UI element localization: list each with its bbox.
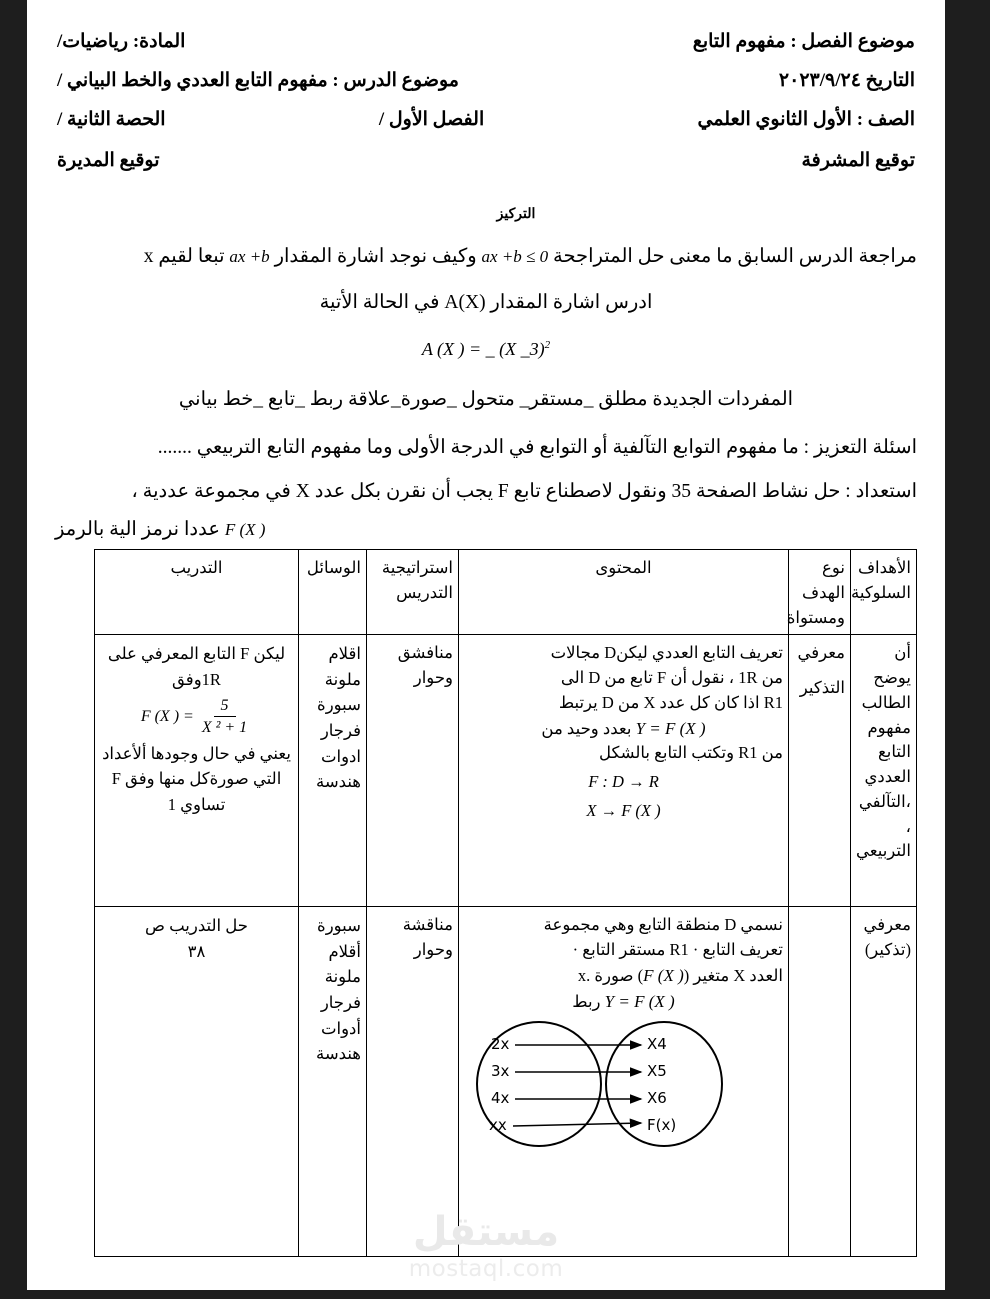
table-row — [95, 907, 917, 1257]
content-row2-line-3 — [464, 963, 783, 989]
svg-text:xx: xx — [488, 1116, 507, 1135]
training-line-2: 1Rوفق — [172, 669, 221, 689]
cell-means-row1 — [299, 635, 367, 907]
svg-text:X4: X4 — [646, 1035, 667, 1054]
header-row-grade — [57, 108, 915, 131]
header-training: التدريب — [95, 550, 299, 635]
content-row2-line-2: تعريف التابع · R1 مستقر التابع · — [572, 940, 783, 959]
cell-goals-row1: أن يوضح الطالب مفهوم التابع العددي ،التآلفي ، التربيعي — [851, 635, 917, 907]
svg-text:4x: 4x — [490, 1089, 509, 1108]
cell-goal-type-row1 — [789, 635, 851, 907]
training-row2-line-2: ٣٨ — [187, 941, 206, 961]
lesson-plan-table — [94, 549, 917, 1257]
lesson-body — [27, 238, 945, 549]
content-line-2: من 1R ، نقول أن F تابع من D الى — [560, 668, 783, 687]
svg-text:X5: X5 — [646, 1062, 667, 1081]
svg-text:2x: 2x — [490, 1035, 509, 1054]
training-line-1: ليكن F التابع المعرفي على — [107, 644, 286, 664]
grade-label: الصف : الأول الثانوي العلمي — [697, 109, 915, 130]
review-text-c: تبعا لقيم x — [143, 246, 225, 267]
header-row-subject — [57, 30, 915, 53]
study-sign-paragraph: ادرس اشارة المقدار (A(X في الحالة الأتية — [319, 292, 653, 314]
term-label: الفصل الأول / — [378, 109, 485, 130]
formula-a-of-x-text: A (X ) = _ (X _3) — [421, 339, 545, 360]
content-line-3: R1 اذا كان كل عدد X من D يرتبط — [558, 692, 783, 712]
supervisor-signature-label: توقيع المشرفة — [801, 150, 915, 171]
formula-a-of-x — [55, 332, 917, 367]
preparation-text: عددا نرمز الية بالرمز — [55, 519, 220, 541]
content-row2-line-3-a: العدد X متغير ( — [683, 965, 783, 985]
fraction-numerator: 5 — [214, 697, 236, 717]
header-means: الوسائل — [299, 550, 367, 635]
review-math-1: ax +b ≤ 0 — [481, 247, 549, 266]
content-row2-line-3-math: F (X ) — [643, 965, 684, 985]
document-header — [27, 0, 945, 176]
header-goal-type: نوع الهدف ومستواة — [789, 550, 851, 635]
goal-type-line-2: التذكير — [799, 678, 845, 697]
watermark-arabic: مستقل — [412, 1209, 560, 1255]
training-fraction-lhs: F (X ) = — [140, 707, 194, 725]
table-row — [95, 635, 917, 907]
lesson-date: التاريخ ٢٠٢٣/٩/٢٤ — [778, 70, 915, 91]
fraction-denominator: X ² + 1 — [201, 718, 248, 736]
principal-signature-label: توقيع المديرة — [57, 150, 160, 171]
training-fraction-formula — [100, 697, 293, 736]
chapter-topic: موضوع الفصل : مفهوم التابع — [692, 31, 915, 52]
content-row2-line-4-text: ربط — [572, 991, 601, 1011]
content-row2-line-3-b: ) صورة .x — [577, 965, 644, 985]
means-text-row2: سبورة أقلام ملونة فرجار أدوات هندسة — [315, 916, 361, 1064]
preparation-math: F (X ) — [224, 520, 266, 540]
header-row-lesson — [57, 69, 915, 92]
header-content: المحتوى — [459, 550, 789, 635]
content-formula-element-map: X → F (X ) — [586, 800, 661, 820]
cell-training-row2 — [95, 907, 299, 1257]
cell-content-row2 — [459, 907, 789, 1257]
table-header-row — [95, 550, 917, 635]
training-fraction — [197, 697, 252, 736]
cell-training-row1 — [95, 635, 299, 907]
means-text-row1: اقلام ملونة سبورة فرجار ادوات هندسة — [315, 644, 361, 792]
preparation-line-1: استعداد : حل نشاط الصفحة 35 ونقول لاصطناع تابع F يجب أن نقرن بكل عدد X في مجموعة عددية ، — [131, 481, 917, 503]
review-text-b: وكيف نوجد اشارة المقدار — [274, 246, 477, 267]
lesson-topic: موضوع الدرس : مفهوم التابع العددي والخط البياني / — [57, 70, 459, 91]
review-paragraph — [55, 238, 917, 276]
content-line-5: من R1 وتكتب التابع بالشكل — [599, 743, 783, 763]
cell-strategy-row1: منافشق وحوار — [367, 635, 459, 907]
cell-goals-row2: معرفي (تذكير) — [851, 907, 917, 1257]
cell-goal-type-row2 — [789, 907, 851, 1257]
content-formula-domain-range: F : D → R — [588, 772, 659, 791]
svg-text:F(x): F(x) — [646, 1116, 676, 1135]
header-goals: الأهداف السلوكية — [851, 550, 917, 635]
focus-heading — [27, 206, 945, 223]
mapping-diagram — [469, 1018, 779, 1153]
content-line-1: تعريف التابع العددي ليكنD مجالات — [550, 643, 783, 663]
svg-text:3x: 3x — [490, 1062, 509, 1081]
reinforcement-questions: اسئلة التعزيز : ما مفهوم التوابع التآلفية أو التوابع في الدرجة الأولى وما مفهوم التابع التربيعي ....... — [157, 437, 917, 459]
watermark-latin: mostaql.com — [408, 1256, 564, 1282]
review-text-a: مراجعة الدرس السابق ما معنى حل المتراجحة — [553, 246, 917, 267]
review-math-2: ax +b — [229, 247, 270, 266]
cell-means-row2 — [299, 907, 367, 1257]
content-line-4-text: بعدد وحيد من — [541, 718, 632, 738]
content-row2-line-4 — [464, 989, 783, 1015]
subject-label: المادة: رياضيات/ — [57, 31, 186, 52]
goal-type-line-1: معرفي — [797, 643, 845, 663]
period-label: الحصة الثانية / — [57, 109, 166, 130]
svg-text:X6: X6 — [646, 1089, 667, 1108]
training-row2-line-1: حل التدريب ص — [145, 916, 248, 936]
content-row2-line-1: نسمي D منطقة التابع وهي مجموعة — [543, 915, 783, 935]
document-page — [27, 0, 945, 1290]
preparation-line-2 — [55, 511, 917, 549]
focus-heading-text: التركيز — [496, 207, 536, 222]
content-line-4 — [464, 716, 783, 742]
training-line-3: يعني في حال وجودها ألأعداد التي صورةكل منها وفق F تساوي 1 — [102, 743, 291, 814]
cell-content-row1 — [459, 635, 789, 907]
header-strategy: استراتيجية التدريس — [367, 550, 459, 635]
formula-a-of-x-exponent: 2 — [544, 339, 551, 352]
new-vocabulary: المفردات الجديدة مطلق _مستقر_ متحول _صورة_علاقة ربط _تابع _خط بياني — [178, 389, 794, 411]
content-line-4-math: Y = F (X ) — [635, 718, 706, 738]
content-row2-line-4-math: Y = F (X ) — [604, 991, 675, 1011]
header-row-signatures — [57, 149, 915, 172]
cell-strategy-row2: مناقشة وحوار — [367, 907, 459, 1257]
